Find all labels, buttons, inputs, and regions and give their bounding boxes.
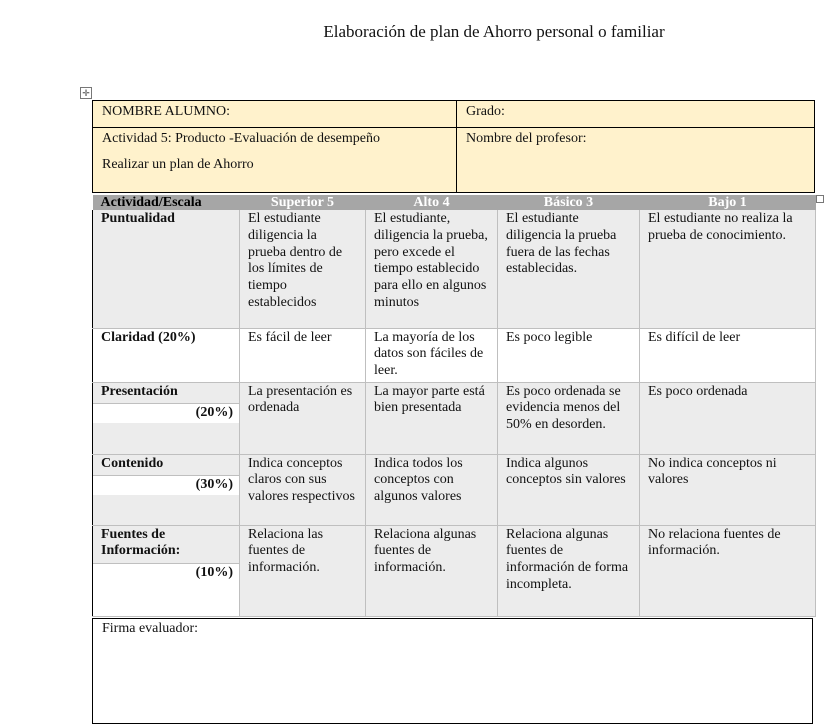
table-row [93, 328, 816, 382]
document-title: Elaboración de plan de Ahorro personal o familiar [323, 22, 665, 41]
table-row [93, 525, 816, 617]
rubric-table [92, 195, 816, 617]
student-info-table [92, 100, 815, 193]
rubric-cell[interactable]: Es difícil de leer [640, 328, 816, 382]
rubric-cell[interactable]: Es fácil de leer [240, 328, 366, 382]
grado-label: Grado: [466, 104, 505, 119]
rubric-cell[interactable]: No relaciona fuentes de información. [640, 525, 816, 617]
rubric-cell[interactable]: Es poco ordenada se evidencia menos del 50% en desorden. [498, 382, 640, 454]
rubric-cell[interactable]: Relaciona algunas fuentes de información de forma incompleta. [498, 525, 640, 617]
criterion-label: Presentación [101, 383, 178, 399]
firma-evaluador-box[interactable] [92, 618, 813, 724]
actividad-cell[interactable] [93, 128, 457, 193]
nombre-alumno-label: NOMBRE ALUMNO: [102, 104, 230, 119]
criterion-weight: (10%) [93, 563, 239, 616]
criterion-cell[interactable] [93, 454, 240, 525]
rubric-cell[interactable]: Es poco legible [498, 328, 640, 382]
criterion-cell[interactable] [93, 525, 240, 617]
rubric-cell[interactable]: La mayor parte está bien presentada [366, 382, 498, 454]
rubric-cell[interactable]: El estudiante diligencia la prueba fuera de las fechas establecidas. [498, 210, 640, 328]
column-header: Actividad/Escala [93, 195, 240, 210]
criterion-weight: (30%) [93, 475, 239, 495]
actividad-label: Actividad 5: Producto -Evaluación de desempeño [102, 131, 380, 146]
rubric-cell[interactable]: Indica todos los conceptos con algunos valores [366, 454, 498, 525]
rubric-cell[interactable]: El estudiante diligencia la prueba dentro de los límites de tiempo establecidos [240, 210, 366, 328]
realizar-label: Realizar un plan de Ahorro [102, 157, 254, 172]
column-header: Superior 5 [240, 195, 366, 210]
rubric-cell[interactable]: Indica conceptos claros con sus valores respectivos [240, 454, 366, 525]
rubric-cell[interactable]: El estudiante no realiza la prueba de conocimiento. [640, 210, 816, 328]
criterion-label: Contenido [101, 455, 164, 471]
criterion-label: Fuentes de Información: [101, 526, 181, 559]
rubric-cell[interactable]: Relaciona algunas fuentes de información. [366, 525, 498, 617]
rubric-cell[interactable]: El estudiante, diligencia la prueba, pero excede el tiempo establecido para ello en algunos minutos [366, 210, 498, 328]
profesor-cell[interactable] [457, 128, 815, 193]
rubric-cell[interactable]: La mayoría de los datos son fáciles de leer. [366, 328, 498, 382]
firma-evaluador-label: Firma evaluador: [102, 621, 199, 636]
criterion-cell[interactable] [93, 328, 240, 382]
move-cross-icon[interactable]: ✛ [80, 87, 92, 99]
nombre-alumno-cell[interactable] [93, 101, 457, 128]
rubric-cell[interactable]: No indica conceptos ni valores [640, 454, 816, 525]
column-header: Alto 4 [366, 195, 498, 210]
table-row [93, 382, 816, 454]
column-header: Básico 3 [498, 195, 640, 210]
table-resize-handle[interactable] [816, 195, 824, 203]
criterion-label: Puntualidad [101, 211, 175, 226]
criterion-label: Claridad (20%) [101, 329, 196, 345]
rubric-cell[interactable]: Relaciona las fuentes de información. [240, 525, 366, 617]
grado-cell[interactable] [457, 101, 815, 128]
criterion-weight: (20%) [93, 403, 239, 423]
rubric-cell[interactable]: La presentación es ordenada [240, 382, 366, 454]
profesor-label: Nombre del profesor: [466, 131, 587, 146]
criterion-cell[interactable] [93, 382, 240, 454]
table-row [93, 210, 816, 328]
rubric-cell[interactable]: Es poco ordenada [640, 382, 816, 454]
rubric-cell[interactable]: Indica algunos conceptos sin valores [498, 454, 640, 525]
column-header: Bajo 1 [640, 195, 816, 210]
table-row [93, 454, 816, 525]
criterion-cell[interactable] [93, 210, 240, 328]
